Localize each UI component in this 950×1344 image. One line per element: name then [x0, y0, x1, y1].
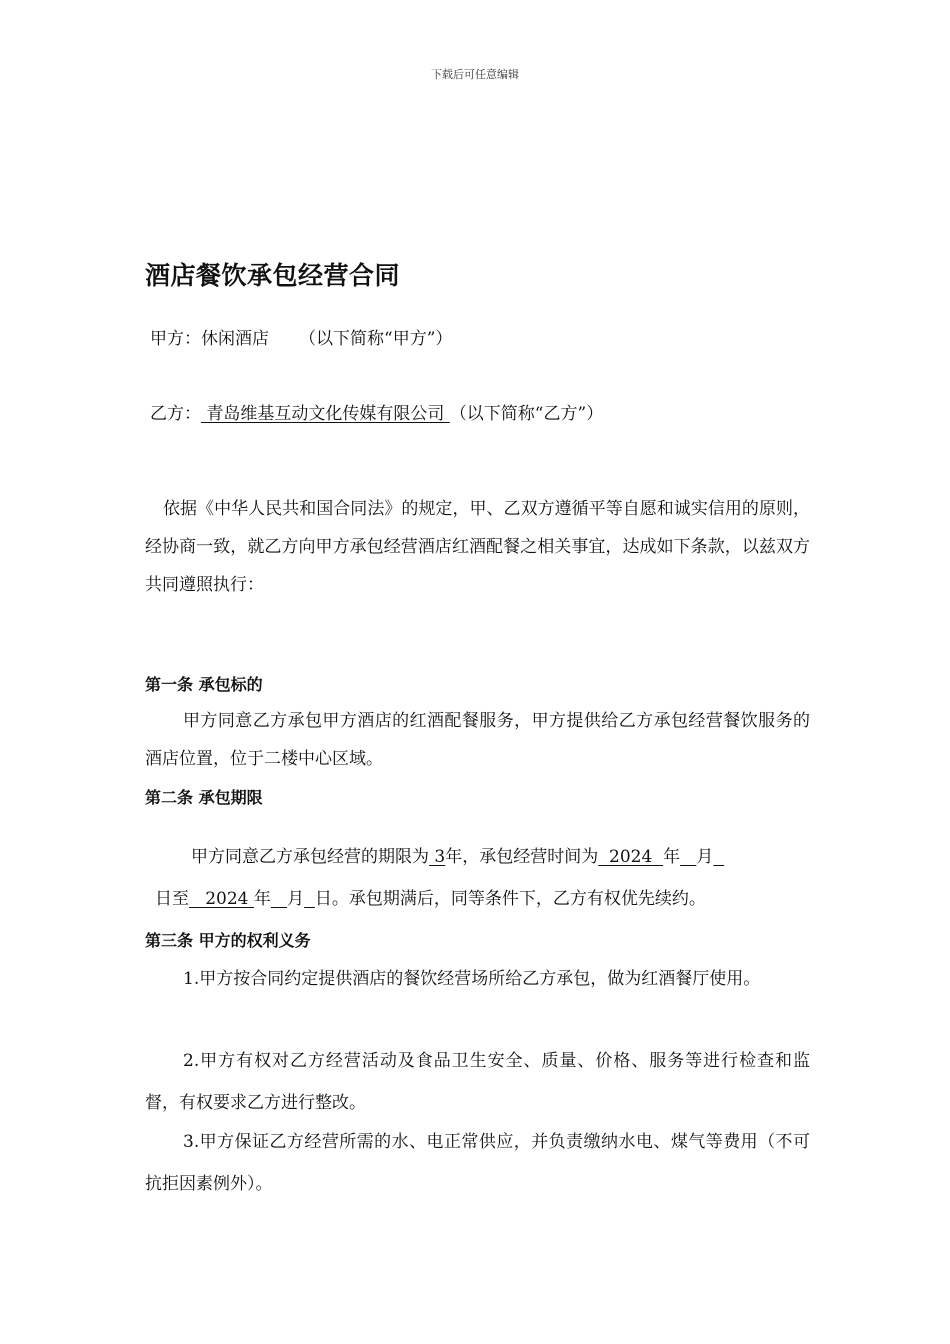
start-year: 2024 — [609, 847, 653, 867]
article2-text: 甲方同意乙方承包经营的期限为 3年，承包经营时间为 2024 年 月 日至 2024 年 月 日。承包期满后，同等条件下，乙方有权优先续约。 — [155, 847, 714, 909]
end-year: 2024 — [205, 889, 249, 909]
party-b-name: 青岛维基互动文化传媒有限公司 — [206, 404, 445, 424]
article2-heading: 第二条 承包期限 — [145, 788, 263, 807]
party-a-name: 休闲酒店 — [201, 329, 269, 349]
article3-heading: 第三条 甲方的权利义务 — [145, 931, 311, 950]
article3-item-1: 1.甲方按合同约定提供酒店的餐饮经营场所给乙方承包，做为红酒餐厅使用。 — [183, 969, 761, 989]
party-a-line — [150, 324, 815, 349]
article3-item-2: 2.甲方有权对乙方经营活动及食品卫生安全、质量、价格、服务等进行检查和监督，有权要求乙方进行整改。 — [145, 1051, 810, 1113]
contract-title: 酒店餐饮承包经营合同 — [145, 261, 401, 290]
article1-text: 甲方同意乙方承包甲方酒店的红酒配餐服务，甲方提供给乙方承包经营餐饮服务的酒店位置，位于二楼中心区域。 — [145, 711, 810, 769]
party-b-label: 乙方： — [150, 404, 201, 424]
party-b-line — [150, 399, 815, 424]
party-b-alias: （以下简称“乙方”） — [449, 404, 604, 424]
party-a-alias: （以下简称“甲方”） — [299, 329, 453, 349]
article3-item-3: 3.甲方保证乙方经营所需的水、电正常供应，并负责缴纳水电、煤气等费用（不可抗拒因素例外）。 — [145, 1132, 810, 1194]
header-note: 下载后可任意编辑 — [431, 68, 519, 81]
term-years: 3 — [434, 847, 446, 867]
party-a-label: 甲方： — [150, 329, 201, 349]
article1-heading: 第一条 承包标的 — [145, 675, 263, 694]
preamble-paragraph: 依据《中华人民共和国合同法》的规定，甲、乙双方遵循平等自愿和诚实信用的原则，经协商一致，就乙方向甲方承包经营酒店红酒配餐之相关事宜，达成如下条款，以兹双方共同遵照执行： — [145, 499, 810, 595]
